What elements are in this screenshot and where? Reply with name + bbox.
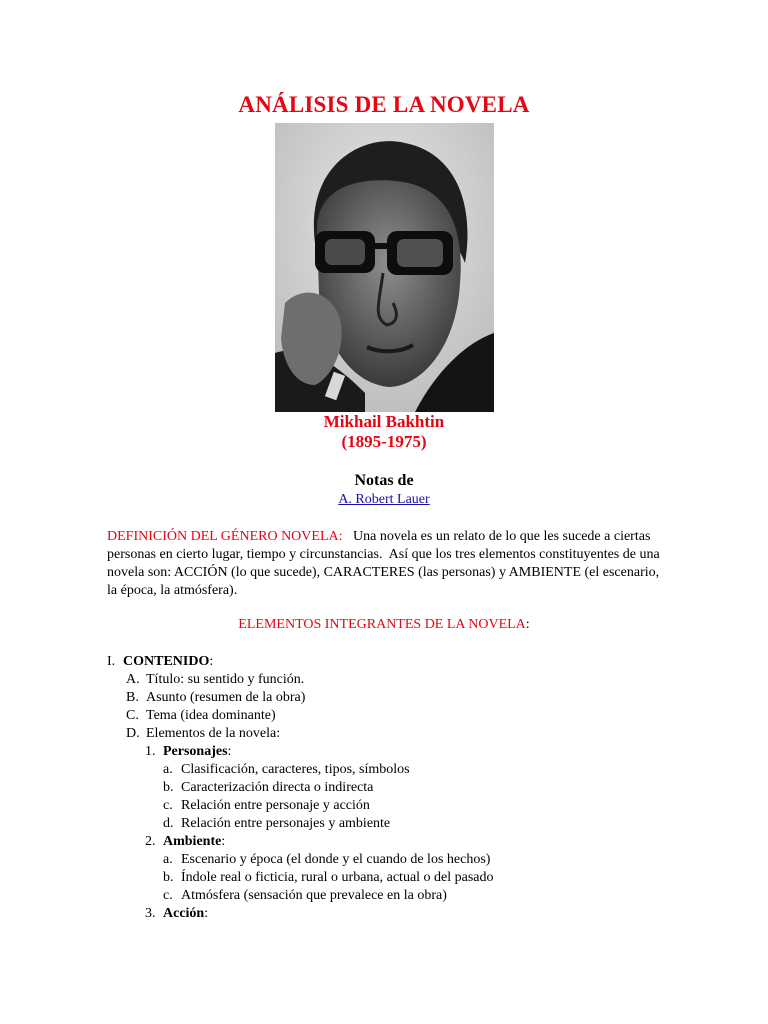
author-link[interactable]: A. Robert Lauer (338, 492, 430, 507)
outline-subitem (107, 779, 667, 797)
definition-paragraph (107, 528, 667, 600)
outline-subitem-text: Relación entre personaje y acción (181, 798, 370, 813)
outline-subsection-colon: : (221, 834, 226, 849)
outline-subitem-text: Clasificación, caracteres, tipos, símbolos (181, 762, 410, 777)
outline-item (107, 707, 667, 725)
outline-subitem-text: Relación entre personajes y ambiente (181, 816, 391, 831)
outline-item (107, 689, 667, 707)
outline-subitem-text: Caracterización directa o indirecta (181, 780, 374, 795)
outline-marker: 2. (145, 834, 156, 849)
outline-subsection-ambiente (107, 833, 667, 851)
outline-marker: d. (163, 816, 174, 831)
outline-marker: b. (163, 870, 174, 885)
outline-subsection-personajes (107, 743, 667, 761)
outline-marker: A. (126, 672, 140, 687)
definition-heading: DEFINICIÓN DEL GÉNERO NOVELA (107, 529, 339, 544)
outline-marker: c. (163, 888, 173, 903)
outline-section-colon: : (209, 654, 214, 669)
outline-subitem-text: Índole real o ficticia, rural o urbana, actual o del pasado (181, 870, 494, 885)
outline-subsection-colon: : (204, 906, 209, 921)
elements-heading (0, 617, 768, 633)
outline-subsection-title: Personajes (163, 744, 228, 759)
notes-label: Notas de (354, 472, 414, 489)
outline-subitem (107, 851, 667, 869)
outline-marker: D. (126, 726, 140, 741)
outline-section-title: CONTENIDO (123, 654, 210, 669)
outline-item-text: Título: su sentido y función. (146, 672, 305, 687)
outline-subsection-colon: : (227, 744, 232, 759)
outline-marker: C. (126, 708, 139, 723)
definition-text: Una novela es un relato de lo que les sucede a ciertas personas en cierto lugar, tiempo y circunstancias. Así que los tres elementos constituyentes de una novela son: ACCIÓN (lo que sucede), CARACTERES (las personas) y AMBIENTE (el escenario, la época, la atmósfera). (107, 529, 664, 598)
outline-subitem-text: Atmósfera (sensación que prevalece en la obra) (181, 888, 447, 903)
outline-subsection-title: Ambiente (163, 834, 222, 849)
outline-marker: c. (163, 798, 173, 813)
outline-item-text: Tema (idea dominante) (146, 708, 276, 723)
outline-marker: 1. (145, 744, 156, 759)
elements-heading-colon: : (525, 617, 530, 632)
portrait-caption-dates: (1895-1975) (341, 432, 427, 451)
content-outline (107, 653, 667, 923)
outline-subitem (107, 887, 667, 905)
outline-marker: B. (126, 690, 139, 705)
outline-subsection-accion (107, 905, 667, 923)
outline-subitem (107, 869, 667, 887)
author-portrait-photo (275, 123, 494, 412)
author-link-wrapper (0, 492, 768, 508)
outline-marker: a. (163, 762, 173, 777)
outline-marker: I. (107, 654, 116, 669)
outline-marker: a. (163, 852, 173, 867)
portrait-caption-name: Mikhail Bakhtin (323, 412, 445, 431)
outline-item-text: Asunto (resumen de la obra) (146, 690, 306, 705)
outline-marker: b. (163, 780, 174, 795)
definition-heading-colon: : (338, 529, 343, 544)
outline-subitem (107, 797, 667, 815)
outline-marker: 3. (145, 906, 156, 921)
outline-subitem-text: Escenario y época (el donde y el cuando de los hechos) (181, 852, 491, 867)
outline-subsection-title: Acción (163, 906, 205, 921)
outline-item-text: Elementos de la novela: (146, 726, 281, 741)
outline-item (107, 725, 667, 743)
page-title: ANÁLISIS DE LA NOVELA (238, 92, 530, 117)
outline-subitem (107, 815, 667, 833)
outline-subitem (107, 761, 667, 779)
outline-item (107, 671, 667, 689)
outline-section-contenido (107, 653, 667, 671)
elements-heading-text: ELEMENTOS INTEGRANTES DE LA NOVELA (238, 617, 526, 632)
